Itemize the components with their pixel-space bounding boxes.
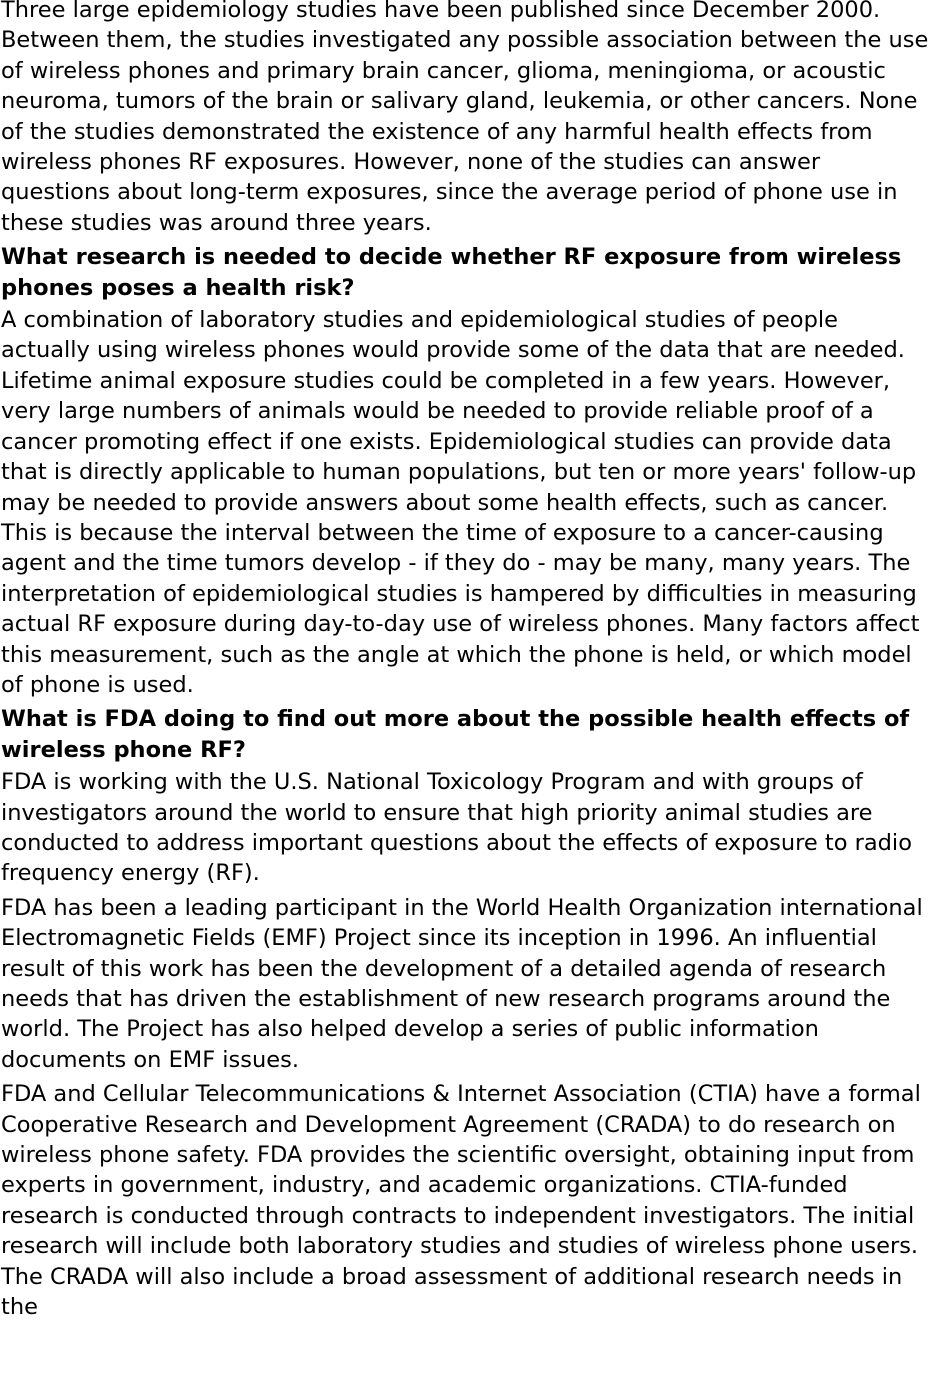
- paragraph-epidemiology-studies: Three large epidemiology studies have been published since December 2000. Between them, the studies investigated any possible association between the use of wireless phones and primary brain cancer, glioma, meningioma, or acoustic neuroma, tumors of the brain or salivary gland, leukemia, or other cancers. None of the studies demonstrated the existence of any harmful health effects from wireless phones RF exposures. However, none of the studies can answer questions about long-term exposures, since the average period of phone use in these studies was around three years.: [1, 0, 929, 236]
- paragraph-fda-ntp: FDA is working with the U.S. National Toxicology Program and with groups of investigators around the world to ensure that high priority animal studies are conducted to address important questions about the effects of exposure to radio frequency energy (RF).: [1, 769, 912, 887]
- heading-fda-doing: What is FDA doing to find out more about the possible health effects of wireless phone RF?: [1, 706, 910, 763]
- paragraph-fda-who-emf: FDA has been a leading participant in the World Health Organization international Electromagnetic Fields (EMF) Project since its inception in 1996. An influential result of this work has been the development of a detailed agenda of research needs that has driven the establishment of new research programs around the world. The Project has also helped develop a series of public information documents on EMF issues.: [1, 894, 923, 1073]
- heading-research-needed: What research is needed to decide whether RF exposure from wireless phones poses a health risk?: [1, 244, 902, 301]
- document-page: [1, 0, 932, 1326]
- paragraph-fda-ctia-crada: FDA and Cellular Telecommunications & Internet Association (CTIA) have a formal Cooperative Research and Development Agreement (CRADA) to do research on wireless phone safety. FDA provides the scientific oversight, obtaining input from experts in government, industry, and academic organizations. CTIA-funded research is conducted through contracts to independent investigators. The initial research will include both laboratory studies and studies of wireless phone users. The CRADA will also include a broad assessment of additional research needs in the: [1, 1081, 921, 1321]
- paragraph-research-combination: A combination of laboratory studies and epidemiological studies of people actually using wireless phones would provide some of the data that are needed. Lifetime animal exposure studies could be completed in a few years. However, very large numbers of animals would be needed to provide reliable proof of a cancer promoting effect if one exists. Epidemiological studies can provide data that is directly applicable to human populations, but ten or more years' follow-up may be needed to provide answers about some health effects, such as cancer. This is because the interval between the time of exposure to a cancer-causing agent and the time tumors develop - if they do - may be many, many years. The interpretation of epidemiological studies is hampered by difficulties in measuring actual RF exposure during day-to-day use of wireless phones. Many factors affect this measurement, such as the angle at which the phone is held, or which model of phone is used.: [1, 307, 920, 698]
